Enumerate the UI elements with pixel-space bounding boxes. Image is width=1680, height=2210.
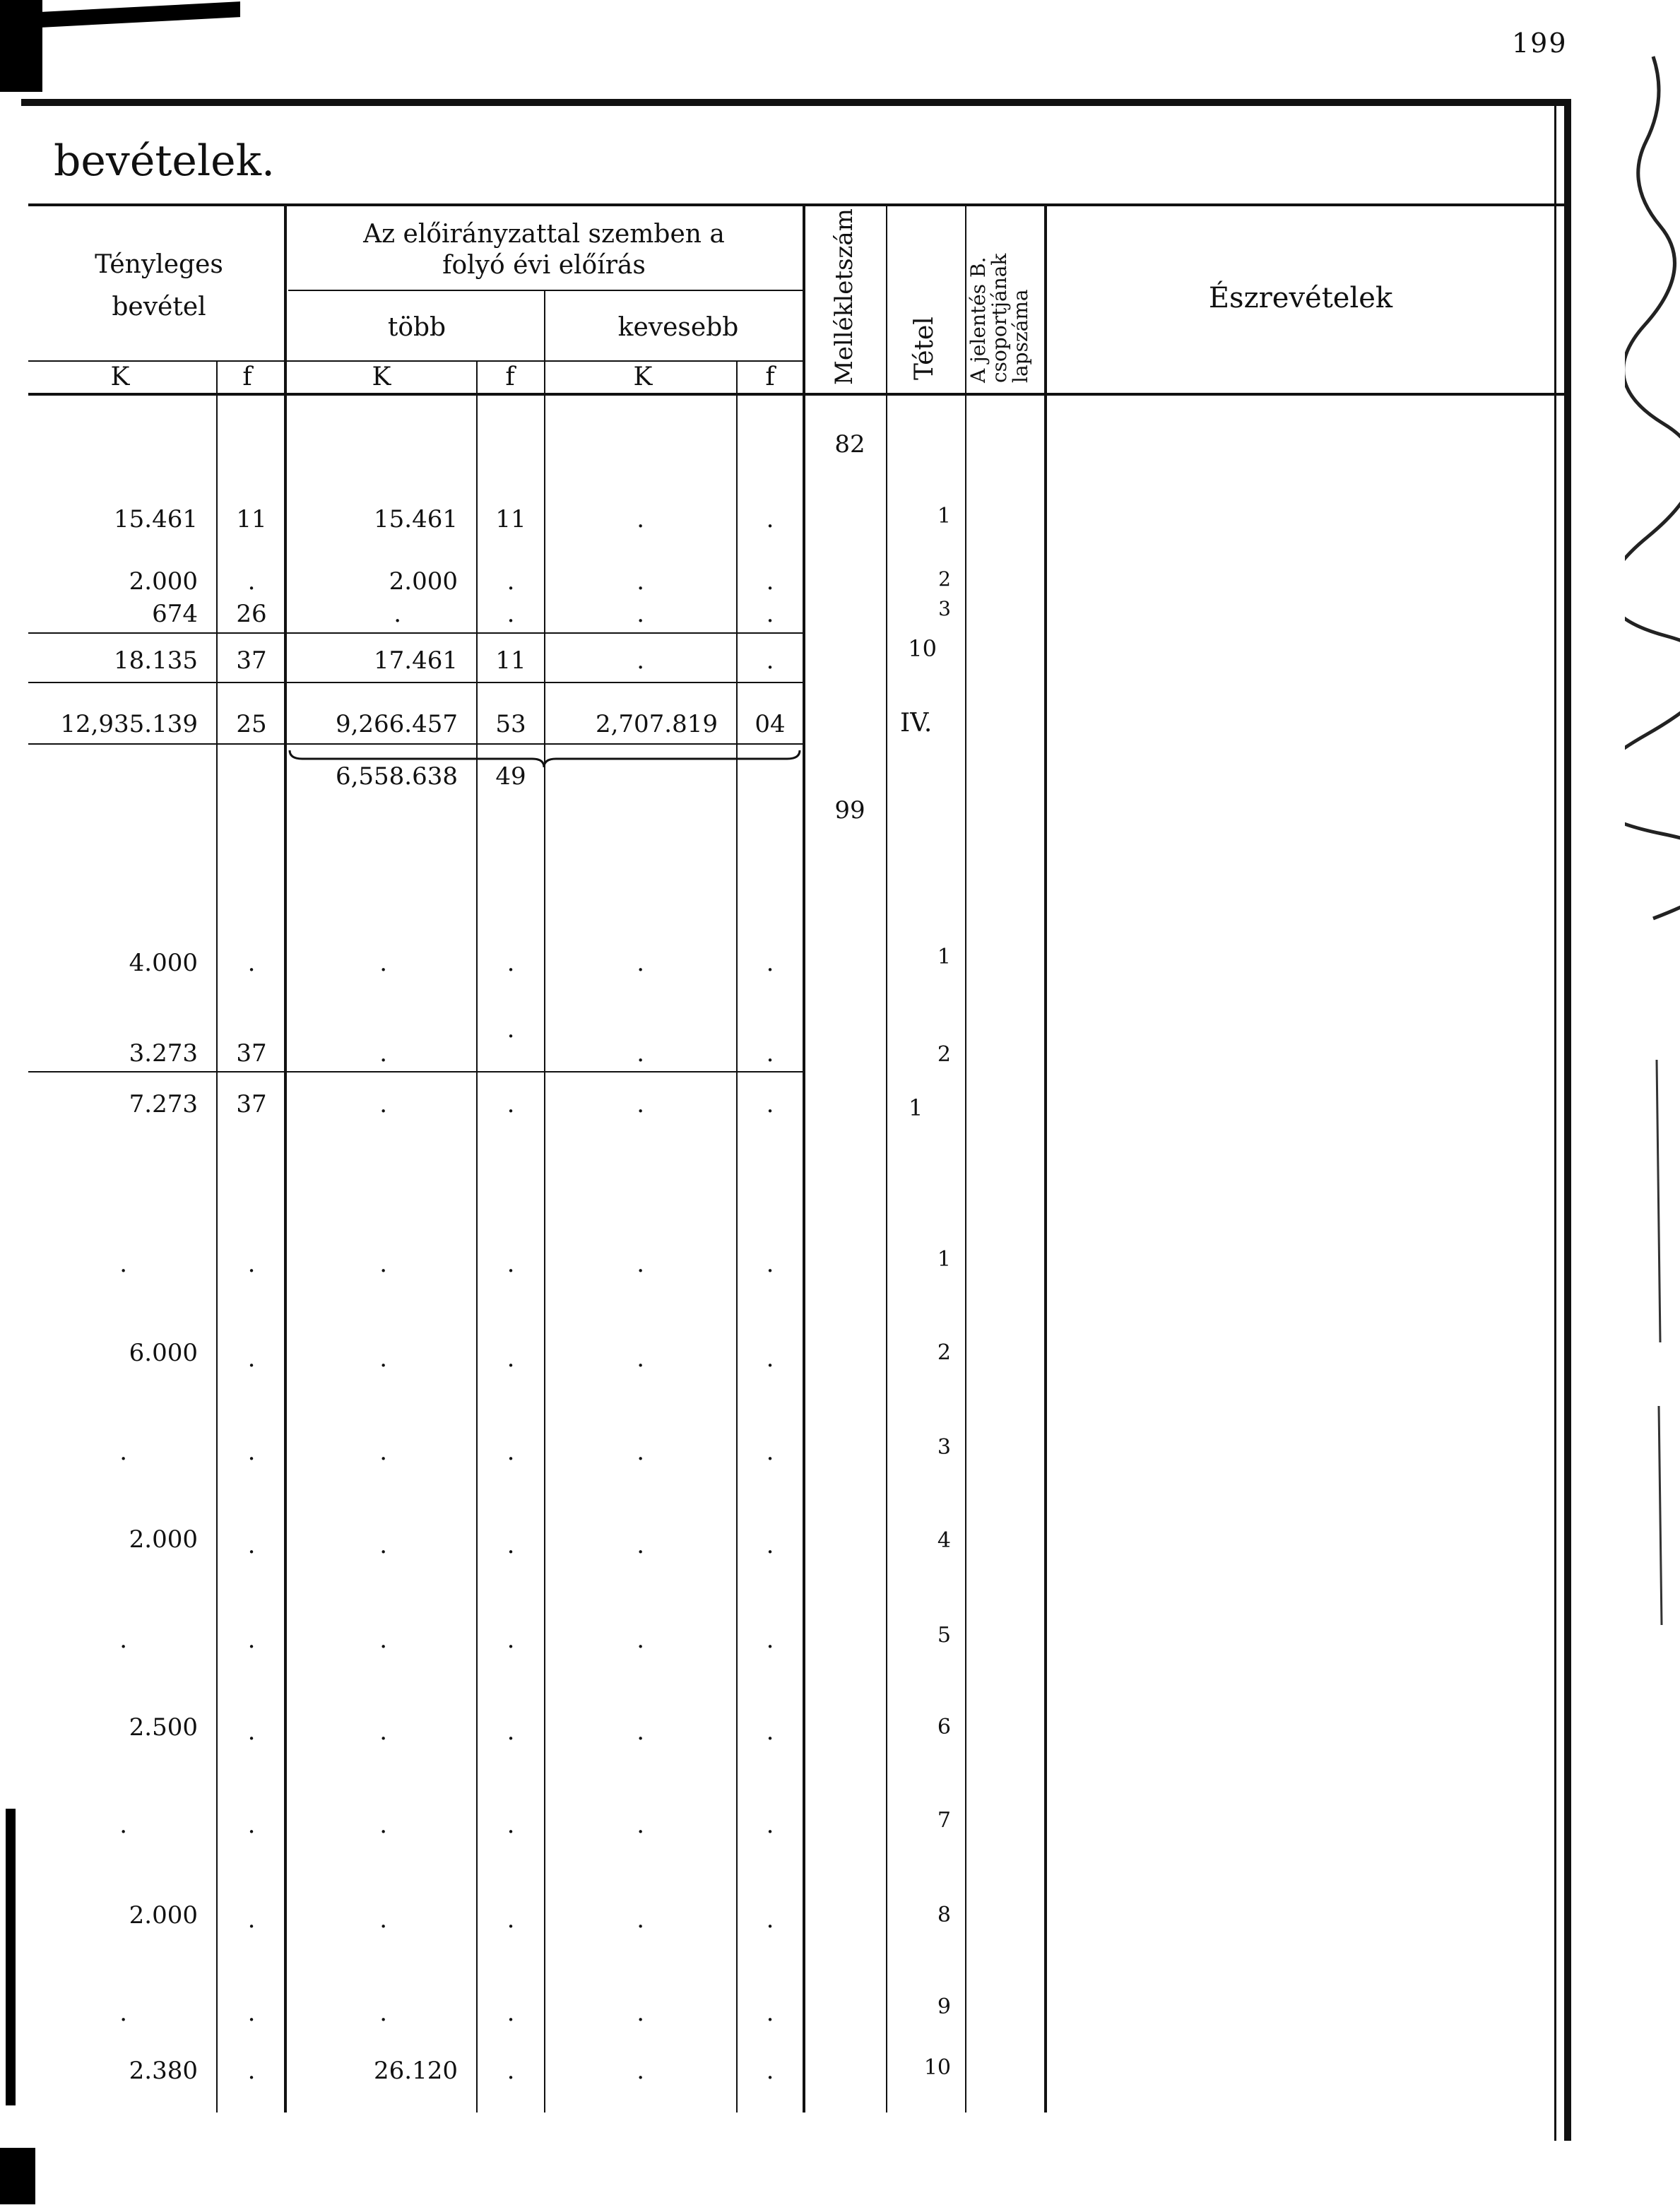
scan-bottom-smudge bbox=[0, 2148, 35, 2204]
header-t-k: K bbox=[110, 362, 130, 391]
header-kevesebb: kevesebb bbox=[617, 313, 739, 342]
tobb-k: . bbox=[394, 600, 401, 628]
vline-tenyleges-right bbox=[284, 206, 287, 2112]
tobb-f: . bbox=[507, 2057, 515, 2085]
kevesebb-f: . bbox=[766, 949, 774, 977]
tobb-f: . bbox=[507, 600, 515, 628]
tobb-k: . bbox=[379, 1626, 387, 1654]
tenyleges-k: 6.000 bbox=[129, 1339, 198, 1367]
tetel-cell: 9 bbox=[937, 1995, 951, 2019]
vline-eloiranyzat-right bbox=[803, 206, 805, 2112]
tenyleges-k: 2.500 bbox=[129, 1713, 198, 1742]
tenyleges-f: . bbox=[247, 1811, 256, 1839]
tobb-k: 17.461 bbox=[374, 646, 458, 675]
kevesebb-k: . bbox=[637, 1999, 644, 2027]
tobb-f: . bbox=[507, 1345, 515, 1373]
tenyleges-k: . bbox=[119, 1626, 127, 1654]
kevesebb-k: . bbox=[637, 567, 644, 596]
header-tobb: több bbox=[387, 313, 446, 342]
kevesebb-f: . bbox=[766, 1438, 774, 1466]
header-t-f: f bbox=[242, 362, 252, 391]
header-eloiranyzat: Az előirányzattal szemben a folyó évi előírás bbox=[363, 220, 725, 280]
tobb-f: 49 bbox=[495, 762, 526, 791]
header-rule-tobb-kevesebb bbox=[288, 290, 803, 291]
rule-after-subtotal-1 bbox=[28, 682, 803, 683]
kevesebb-k: 2,707.819 bbox=[595, 710, 718, 738]
kevesebb-f: . bbox=[766, 1718, 774, 1746]
kevesebb-f: . bbox=[766, 646, 774, 675]
kevesebb-k: . bbox=[637, 1438, 644, 1466]
scan-top-smudge bbox=[28, 1, 240, 28]
tetel-cell: 2 bbox=[937, 1340, 951, 1365]
tenyleges-k: . bbox=[119, 1438, 127, 1466]
tetel-cell: 3 bbox=[938, 597, 951, 620]
rule-before-subtotal-1 bbox=[28, 632, 803, 634]
tenyleges-f: . bbox=[247, 1626, 256, 1654]
tobb-k: 26.120 bbox=[374, 2057, 458, 2085]
header-m-k: K bbox=[372, 362, 391, 391]
header-tenyleges: Tényleges bevétel bbox=[95, 250, 223, 321]
rule-after-total-1 bbox=[28, 743, 803, 745]
tobb-f: . bbox=[507, 1250, 515, 1278]
tenyleges-f: . bbox=[247, 1999, 256, 2027]
tenyleges-f: . bbox=[247, 949, 256, 977]
header-m-f: f bbox=[505, 362, 515, 391]
header-tetel: Tétel bbox=[910, 317, 939, 380]
tobb-k: . bbox=[379, 1345, 387, 1373]
tobb-k: . bbox=[379, 1250, 387, 1278]
tenyleges-k: 15.461 bbox=[114, 505, 198, 533]
tenyleges-k: 2.000 bbox=[129, 1525, 198, 1554]
tobb-k: . bbox=[379, 1999, 387, 2027]
tenyleges-f: . bbox=[247, 1345, 256, 1373]
kevesebb-f: 04 bbox=[755, 710, 786, 738]
kevesebb-k: . bbox=[637, 1039, 644, 1068]
tenyleges-f: . bbox=[247, 1718, 256, 1746]
kevesebb-f: . bbox=[766, 2057, 774, 2085]
tenyleges-k: . bbox=[119, 1811, 127, 1839]
tobb-k: . bbox=[379, 949, 387, 977]
kevesebb-k: . bbox=[637, 505, 644, 533]
vline-jelentes-right bbox=[1044, 206, 1047, 2112]
kevesebb-k: . bbox=[637, 1090, 644, 1118]
tobb-k: . bbox=[379, 1811, 387, 1839]
tetel-cell: 8 bbox=[937, 1903, 951, 1927]
kevesebb-f: . bbox=[766, 1999, 774, 2027]
tobb-f: . bbox=[507, 949, 515, 977]
tobb-f: 11 bbox=[495, 505, 526, 533]
header-eszrevetelek: Észrevételek bbox=[1208, 282, 1393, 314]
tetel-cell: 3 bbox=[937, 1435, 951, 1460]
kevesebb-k: . bbox=[637, 1718, 644, 1746]
tenyleges-f: 37 bbox=[236, 1039, 267, 1068]
tenyleges-f: 25 bbox=[236, 710, 267, 738]
kevesebb-f: . bbox=[766, 1039, 774, 1068]
kevesebb-k: . bbox=[637, 1531, 644, 1559]
header-l-k: K bbox=[633, 362, 653, 391]
rule-before-subtotal-2 bbox=[28, 1071, 803, 1072]
kevesebb-k: . bbox=[637, 949, 644, 977]
kevesebb-f: . bbox=[766, 1531, 774, 1559]
tobb-f: . bbox=[507, 1811, 515, 1839]
tenyleges-f: . bbox=[247, 1905, 256, 1934]
header-top-rule bbox=[28, 203, 1564, 206]
tenyleges-k: 2.380 bbox=[129, 2057, 198, 2085]
tetel-cell: 1 bbox=[937, 945, 951, 969]
kevesebb-k: . bbox=[637, 1626, 644, 1654]
tobb-k: . bbox=[379, 1438, 387, 1466]
kevesebb-f: . bbox=[766, 1345, 774, 1373]
tobb-k: 15.461 bbox=[374, 505, 458, 533]
tobb-f: . bbox=[507, 1531, 515, 1559]
tobb-f: . bbox=[507, 567, 515, 596]
scan-left-edge bbox=[6, 1809, 16, 2105]
kevesebb-f: . bbox=[766, 505, 774, 533]
tetel-cell: 1 bbox=[909, 1094, 923, 1121]
tenyleges-k: 674 bbox=[152, 600, 198, 628]
header-jelentes: A jelentés B. csoportjának lapszáma bbox=[966, 253, 1032, 383]
melleklet-cell: 82 bbox=[834, 430, 865, 459]
kevesebb-f: . bbox=[766, 1905, 774, 1934]
tobb-f: . bbox=[507, 1438, 515, 1466]
tenyleges-k: 7.273 bbox=[129, 1090, 198, 1118]
kevesebb-k: . bbox=[637, 1811, 644, 1839]
kevesebb-f: . bbox=[766, 1811, 774, 1839]
tenyleges-f: . bbox=[247, 1250, 256, 1278]
kevesebb-k: . bbox=[637, 1250, 644, 1278]
kevesebb-f: . bbox=[766, 600, 774, 628]
tenyleges-k: 2.000 bbox=[129, 567, 198, 596]
tetel-cell: 5 bbox=[937, 1623, 951, 1648]
tobb-f: . bbox=[507, 1999, 515, 2027]
tetel-cell: IV. bbox=[900, 709, 933, 738]
kevesebb-k: . bbox=[637, 1905, 644, 1934]
tenyleges-f: 26 bbox=[236, 600, 267, 628]
tobb-k: 6,558.638 bbox=[335, 762, 458, 791]
tobb-f: . bbox=[507, 1626, 515, 1654]
kevesebb-f: . bbox=[766, 1090, 774, 1118]
tenyleges-k: 3.273 bbox=[129, 1039, 198, 1068]
tenyleges-f: 37 bbox=[236, 1090, 267, 1118]
tobb-k: 9,266.457 bbox=[335, 710, 458, 738]
tobb-k: . bbox=[379, 1090, 387, 1118]
page-number: 199 bbox=[1512, 28, 1568, 59]
tenyleges-k: 2.000 bbox=[129, 1901, 198, 1930]
tetel-cell: 2 bbox=[938, 567, 951, 591]
right-border-inner bbox=[1554, 106, 1556, 2141]
tenyleges-f: . bbox=[247, 1531, 256, 1559]
tetel-cell: 7 bbox=[937, 1808, 951, 1833]
tobb-f: . bbox=[507, 1090, 515, 1118]
top-thick-rule bbox=[21, 99, 1570, 106]
tobb-k: . bbox=[379, 1905, 387, 1934]
tenyleges-k: 4.000 bbox=[129, 949, 198, 977]
tobb-k: 2.000 bbox=[389, 567, 458, 596]
tetel-cell: 4 bbox=[937, 1528, 951, 1553]
header-mellekletszam: Mellékletszám bbox=[830, 208, 858, 385]
tetel-cell: 2 bbox=[937, 1042, 951, 1067]
scan-right-edge-scribble bbox=[1625, 0, 1680, 2210]
tenyleges-f: 11 bbox=[236, 505, 267, 533]
tobb-k: . bbox=[379, 1531, 387, 1559]
kevesebb-f: . bbox=[766, 1250, 774, 1278]
tobb-f: . bbox=[507, 1718, 515, 1746]
tetel-cell: 1 bbox=[937, 1247, 951, 1272]
header-rule-kf bbox=[28, 360, 803, 362]
kevesebb-k: . bbox=[637, 646, 644, 675]
kevesebb-k: . bbox=[637, 1345, 644, 1373]
vline-tobb-kevesebb bbox=[544, 291, 545, 2112]
tobb-f: . bbox=[507, 1015, 515, 1044]
tenyleges-k: 18.135 bbox=[114, 646, 198, 675]
kevesebb-f: . bbox=[766, 1626, 774, 1654]
tenyleges-f: 37 bbox=[236, 646, 267, 675]
vline-tetel-right bbox=[965, 206, 966, 2112]
page-heading: bevételek. bbox=[54, 136, 276, 186]
tobb-f: 53 bbox=[495, 710, 526, 738]
kevesebb-f: . bbox=[766, 567, 774, 596]
tobb-k: . bbox=[379, 1039, 387, 1068]
tenyleges-k: . bbox=[119, 1999, 127, 2027]
tobb-f: 11 bbox=[495, 646, 526, 675]
tenyleges-f: . bbox=[247, 2057, 256, 2085]
vline-t-k-f bbox=[216, 360, 218, 2112]
right-border-outer bbox=[1564, 99, 1571, 2141]
kevesebb-k: . bbox=[637, 600, 644, 628]
tetel-cell: 10 bbox=[923, 2055, 951, 2080]
tetel-cell: 1 bbox=[937, 504, 951, 528]
tenyleges-f: . bbox=[247, 567, 256, 596]
tobb-k: . bbox=[379, 1718, 387, 1746]
melleklet-cell: 99 bbox=[834, 796, 865, 825]
tetel-cell: 10 bbox=[908, 635, 937, 662]
tenyleges-k: . bbox=[119, 1250, 127, 1278]
tenyleges-k: 12,935.139 bbox=[60, 710, 198, 738]
tetel-cell: 6 bbox=[937, 1715, 951, 1739]
kevesebb-k: . bbox=[637, 2057, 644, 2085]
tenyleges-f: . bbox=[247, 1438, 256, 1466]
header-bottom-rule bbox=[28, 393, 1564, 396]
header-l-f: f bbox=[765, 362, 775, 391]
tobb-f: . bbox=[507, 1905, 515, 1934]
